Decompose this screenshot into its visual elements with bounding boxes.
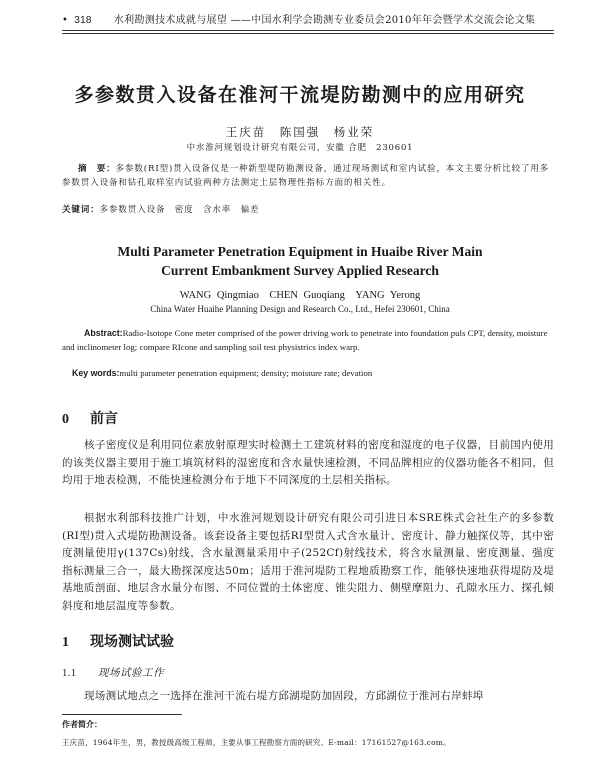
subsection-1-1-heading xyxy=(62,665,164,680)
section-0-title: 前言 xyxy=(90,411,118,427)
paper-title-cn: 多参数贯入设备在淮河干流堤防勘测中的应用研究 xyxy=(74,84,526,106)
page-number: 318 xyxy=(74,15,92,26)
subsection-1-1-number: 1.1 xyxy=(62,668,77,679)
keywords-cn-text: 多参数贯入设备 密度 含水率 偏差 xyxy=(99,205,260,215)
keywords-cn-label: 关键词： xyxy=(62,205,100,215)
section-0-number: 0 xyxy=(62,412,69,427)
affiliation-en: China Water Huaihe Planning Design and Research Co., Ltd., Hefei 230601, China xyxy=(150,304,450,314)
paper-title-en xyxy=(0,242,600,280)
footnote-text: 王庆苗，1964年生，男，教授级高级工程师，主要从事工程勘察方面的研究。E-mail：17161527@163.com。 xyxy=(62,738,451,747)
section-1-paragraph: 现场测试地点之一选择在淮河干流右堤方邱湖堤防加固段，方邱湖位于淮河右岸蚌埠 xyxy=(84,690,484,702)
section-0-heading xyxy=(62,408,118,428)
header-bullet: • xyxy=(62,15,69,26)
affiliation-cn: 中水淮河规划设计研究有限公司，安徽 合肥 230601 xyxy=(186,143,414,153)
abstract-en xyxy=(62,327,554,354)
header-rule-bottom xyxy=(62,33,554,34)
running-title: 水利勘测技术成就与展望 ——中国水利学会勘测专业委员会2010年年会暨学术交流会论文集 xyxy=(113,15,536,26)
keywords-en-label: Key words: xyxy=(72,368,120,378)
footnote-rule xyxy=(62,714,182,715)
abstract-en-label: Abstract: xyxy=(84,328,123,338)
keywords-en xyxy=(72,368,554,378)
section-0-paragraph-2: 根据水利部科技推广计划，中水淮河规划设计研究有限公司引进日本SRE株式会社生产的多参数(RI型)贯入式堤防勘测设备。该套设备主要包括RI型贯入式含水量计、密度计、静力触探仪等，其中密度测量使用γ(137Cs)射线，含水量测量采用中子(252Cf)射线技术，将含水量测量、密度测量、强度指标测量三合一，最大勘探深度达50m；适用于淮河堤防工程地质勘察工作，能够快速地获得堤防及堤基地质剖面、地层含水量分布图、不同位置的土体密度、锥尖阻力、侧壁摩阻力、孔隙水压力、探孔倾斜度和地层温度等参数。 xyxy=(62,512,554,612)
keywords-en-text: multi parameter penetration equipment; density; moisture rate; devation xyxy=(119,368,373,378)
paper-title-en-line2: Current Embankment Survey Applied Research xyxy=(161,263,439,278)
header-rule-top xyxy=(62,30,554,31)
abstract-en-text: Radio-Isotope Cone meter comprised of the power driving work to penetrate into foundation puls CPT, density, moisture and inclinometer log; compare RIcone and sampling soil test physistrics index warp. xyxy=(62,328,548,352)
paper-title-en-line1: Multi Parameter Penetration Equipment in Huaibe River Main xyxy=(117,244,483,259)
abstract-cn xyxy=(62,162,554,190)
abstract-cn-label: 摘 要： xyxy=(78,164,116,174)
keywords-cn xyxy=(62,203,554,215)
footnote-label: 作者简介： xyxy=(62,720,102,729)
subsection-1-1-title: 现场试验工作 xyxy=(98,667,164,679)
authors-en: WANG Qingmiao CHEN Guoqiang YANG Yerong xyxy=(179,290,421,301)
authors-cn: 王庆苗 陈国强 杨业荣 xyxy=(225,125,375,139)
running-header xyxy=(62,11,535,26)
abstract-cn-text: 多参数(RI型)贯入设备仪是一种新型堤防勘测设备，通过现场测试和室内试验，本文主要分析比较了用多参数贯入设备和钻孔取样室内试验两种方法测定土层物理性指标方面的相关性。 xyxy=(62,164,550,188)
section-0-paragraph-1: 核子密度仪是利用同位素放射原理实时检测土工建筑材料的密度和湿度的电子仪器，目前国内使用的该类仪器主要用于施工填筑材料的湿密度和含水量快速检测，不同品牌相应的仪器功能各不相同，但均用于地表检测，不能快速检测分布于地下不同深度的土层相关指标。 xyxy=(62,439,554,487)
section-1-number: 1 xyxy=(62,635,69,650)
section-1-title: 现场测试试验 xyxy=(90,634,174,650)
section-1-heading xyxy=(62,631,174,651)
